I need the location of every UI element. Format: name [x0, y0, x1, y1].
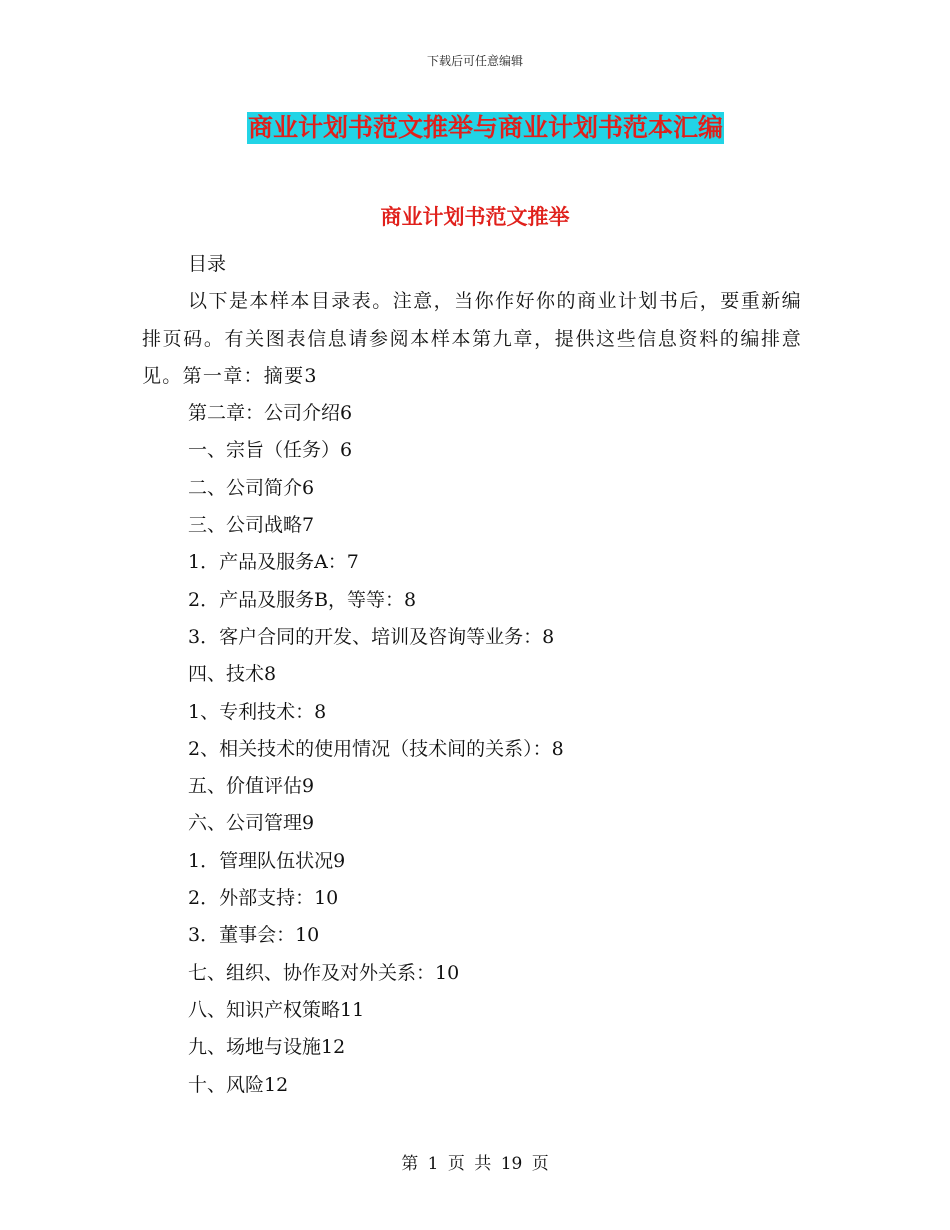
toc-item: 八、知识产权策略11 — [188, 998, 365, 1021]
toc-item: 1．产品及服务A：7 — [188, 551, 359, 574]
toc-item: 四、技术8 — [188, 663, 277, 686]
toc-item: 1．管理队伍状况9 — [188, 849, 346, 872]
toc-item: 3．董事会：10 — [188, 924, 320, 947]
toc-item: 九、场地与设施12 — [188, 1036, 346, 1059]
toc-item: 1、专利技术：8 — [188, 700, 327, 723]
toc-item: 二、公司简介6 — [188, 476, 315, 499]
toc-item: 六、公司管理9 — [188, 812, 315, 835]
toc-item: 3．客户合同的开发、培训及咨询等业务：8 — [188, 625, 555, 648]
section-title: 商业计划书范文推举 — [380, 204, 570, 229]
toc-item: 三、公司战略7 — [188, 514, 315, 537]
toc-item: 十、风险12 — [188, 1073, 289, 1096]
toc-item: 五、价值评估9 — [188, 775, 315, 798]
main-title-container — [247, 112, 724, 144]
intro-paragraph: 以下是本样本目录表。注意，当你作好你的商业计划书后，要重新编排页码。有关图表信息请参阅本样本第九章，提供这些信息资料的编排意见。第一章：摘要3 — [142, 290, 802, 387]
toc-item: 一、宗旨（任务）6 — [188, 439, 353, 462]
document-body — [142, 246, 802, 1104]
toc-item: 2．产品及服务B，等等：8 — [188, 588, 417, 611]
toc-item: 2．外部支持：10 — [188, 887, 339, 910]
toc-item: 七、组织、协作及对外关系：10 — [188, 961, 460, 984]
main-title: 商业计划书范文推举与商业计划书范本汇编 — [248, 113, 724, 142]
page-header-note: 下载后可任意编辑 — [426, 54, 523, 68]
toc-item: 第二章：公司介绍6 — [188, 402, 353, 425]
toc-heading: 目录 — [188, 253, 227, 275]
toc-item: 2、相关技术的使用情况（技术间的关系）：8 — [188, 737, 564, 760]
page-footer: 第 1 页 共 19 页 — [401, 1154, 549, 1174]
